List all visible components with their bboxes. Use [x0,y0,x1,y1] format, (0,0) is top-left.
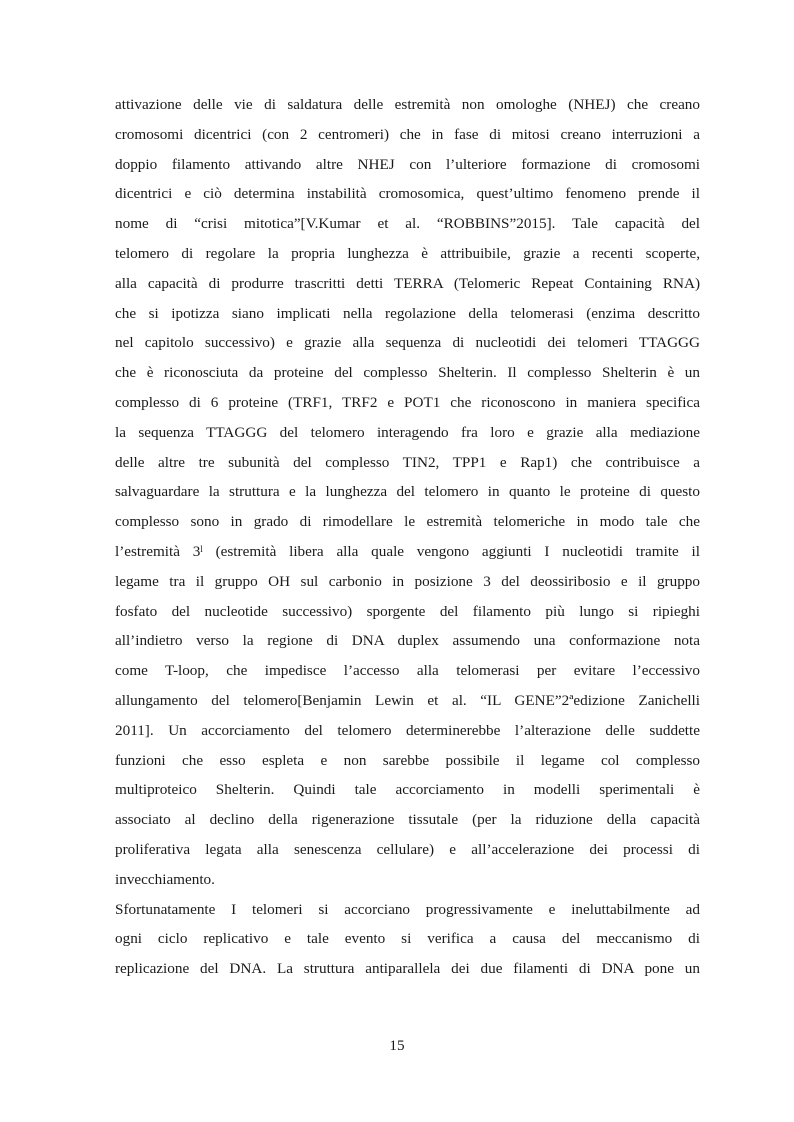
text-line: la sequenza TTAGGG del telomero interagendo fra loro e grazie alla mediazione [115,423,700,441]
text-line: come T-loop, che impedisce l’accesso alla telomerasi per evitare l’eccessivo [115,662,700,680]
body-text [115,90,700,984]
text-line: attivazione delle vie di saldatura delle estremità non omologhe (NHEJ) che creano [115,96,700,113]
text-line: complesso di 6 proteine (TRF1, TRF2 e POT1 che riconoscono in maniera specifica [115,393,700,411]
text-line: doppio filamento attivando altre NHEJ con l’ulteriore formazione di cromosomi [115,155,700,173]
text-line: nome di “crisi mitotica”[V.Kumar et al. “ROBBINS”2015]. Tale capacità del [115,215,700,233]
text-line: l’estremità 3ˡ (estremità libera alla quale vengono aggiunti I nucleotidi tramite il [115,542,700,560]
paragraph-1 [115,90,700,895]
text-line: legame tra il gruppo OH sul carbonio in posizione 3 del deossiribosio e il gruppo [115,572,700,590]
text-line: multiproteico Shelterin. Quindi tale accorciamento in modelli sperimentali è [115,781,700,799]
text-line: salvaguardare la struttura e la lunghezza del telomero in quanto le proteine di questo [115,483,700,501]
text-line: che è riconosciuta da proteine del complesso Shelterin. Il complesso Shelterin è un [115,364,700,382]
text-line: fosfato del nucleotide successivo) sporgente del filamento più lungo si ripieghi [115,602,700,620]
text-line: nel capitolo successivo) e grazie alla sequenza di nucleotidi dei telomeri TTAGGG [115,334,700,352]
text-line: replicazione del DNA. La struttura antiparallela dei due filamenti di DNA pone un [115,960,700,978]
text-line: ogni ciclo replicativo e tale evento si verifica a causa del meccanismo di [115,930,700,948]
text-line: funzioni che esso espleta e non sarebbe possibile il legame col complesso [115,751,700,769]
text-line: che si ipotizza siano implicati nella regolazione della telomerasi (enzima descritto [115,304,700,322]
text-line: dicentrici e ciò determina instabilità cromosomica, quest’ultimo fenomeno prende il [115,185,700,203]
text-line: telomero di regolare la propria lunghezza è attribuibile, grazie a recenti scoperte, [115,244,700,262]
text-line: complesso sono in grado di rimodellare le estremità telomeriche in modo tale che [115,513,700,531]
text-line: 2011]. Un accorciamento del telomero determinerebbe l’alterazione delle suddette [115,721,700,739]
text-line: alla capacità di produrre trascritti detti TERRA (Telomeric Repeat Containing RNA) [115,274,700,292]
text-line: cromosomi dicentrici (con 2 centromeri) che in fase di mitosi creano interruzioni a [115,125,700,143]
text-line: allungamento del telomero[Benjamin Lewin et al. “IL GENE”2ªedizione Zanichelli [115,691,700,709]
text-line: proliferativa legata alla senescenza cellulare) e all’accelerazione dei processi di [115,840,700,858]
text-line: associato al declino della rigenerazione tissutale (per la riduzione della capacità [115,811,700,829]
page-number: 15 [389,1037,405,1054]
text-line: all’indietro verso la regione di DNA duplex assumendo una conformazione nota [115,632,700,650]
text-line: invecchiamento. [115,870,215,888]
text-line: Sfortunatamente I telomeri si accorciano progressivamente e ineluttabilmente ad [115,900,700,918]
paragraph-2 [115,895,700,984]
text-line: delle altre tre subunità del complesso TIN2, TPP1 e Rap1) che contribuisce a [115,453,700,471]
